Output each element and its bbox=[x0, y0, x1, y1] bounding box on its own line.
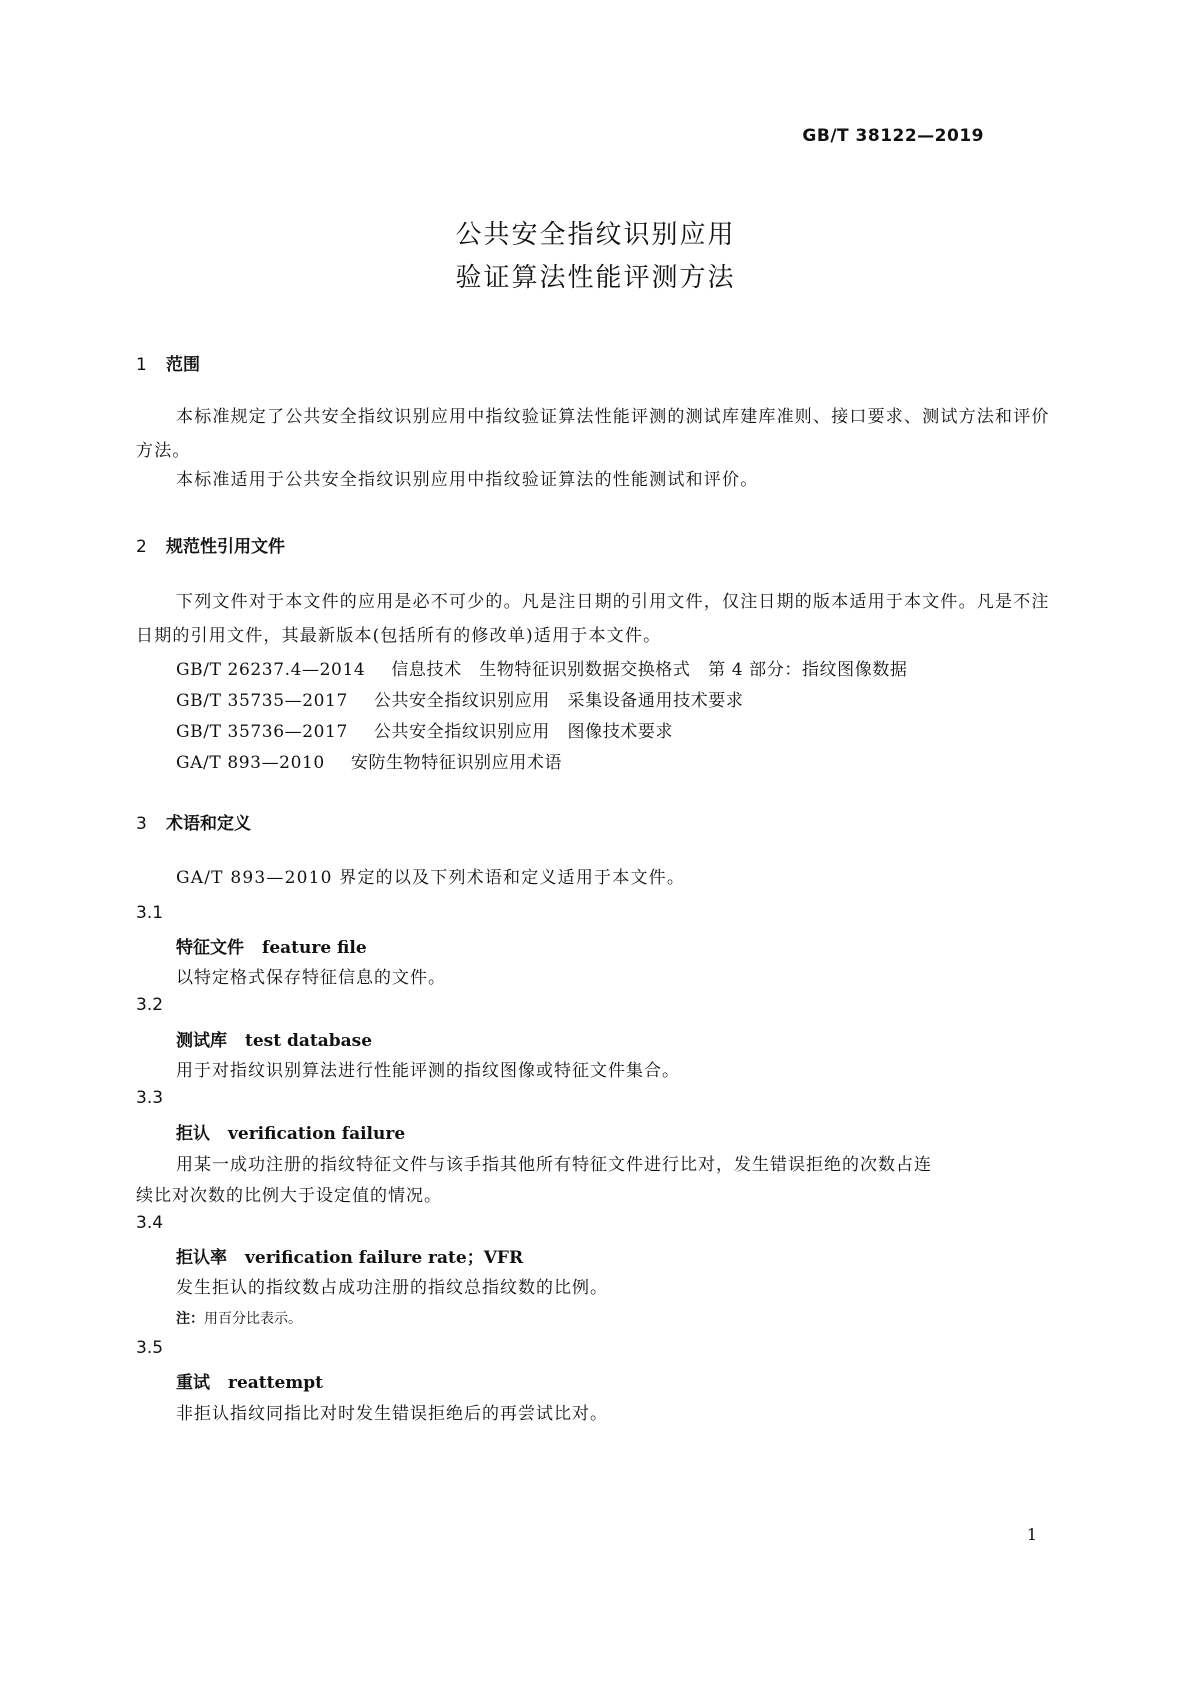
term-number: 3.2 bbox=[136, 995, 164, 1015]
term-en: verification failure bbox=[228, 1124, 406, 1144]
term-definition: 非拒认指纹同指比对时发生错误拒绝后的再尝试比对。 bbox=[176, 1404, 608, 1424]
page-number: 1 bbox=[1026, 1525, 1037, 1544]
term-definition: 用于对指纹识别算法进行性能评测的指纹图像或特征文件集合。 bbox=[176, 1061, 680, 1081]
term-en: verification failure rate；VFR bbox=[245, 1248, 524, 1268]
section-title: 术语和定义 bbox=[166, 814, 251, 834]
term-heading bbox=[176, 1368, 323, 1393]
term-number: 3.3 bbox=[136, 1088, 164, 1108]
term-en: reattempt bbox=[228, 1373, 324, 1393]
term-en: test database bbox=[245, 1031, 373, 1051]
section-number: 2 bbox=[136, 537, 147, 557]
term-number: 3.5 bbox=[136, 1338, 164, 1358]
term-definition: 以特定格式保存特征信息的文件。 bbox=[176, 968, 446, 988]
reference-title: 公共安全指纹识别应用 图像技术要求 bbox=[373, 722, 674, 742]
reference-title: 信息技术 生物特征识别数据交换格式 第 4 部分：指纹图像数据 bbox=[391, 660, 908, 680]
section-1-paragraph-2: 本标准适用于公共安全指纹识别应用中指纹验证算法的性能测试和评价。 bbox=[176, 470, 759, 490]
section-1-paragraph-1: 本标准规定了公共安全指纹识别应用中指纹验证算法性能评测的测试库建库准则、接口要求、测试方法和评价方法。 bbox=[136, 407, 1050, 461]
section-1-heading bbox=[136, 350, 200, 375]
term-zh: 重试 bbox=[176, 1373, 210, 1393]
term-zh: 特征文件 bbox=[176, 938, 244, 958]
note-text: 用百分比表示。 bbox=[204, 1311, 302, 1327]
reference-code: GB/T 35736—2017 bbox=[176, 722, 348, 742]
standard-code: GB/T 38122—2019 bbox=[802, 126, 984, 146]
term-definition-line1: 用某一成功注册的指纹特征文件与该手指其他所有特征文件进行比对，发生错误拒绝的次数占连 bbox=[176, 1155, 932, 1175]
term-heading bbox=[176, 1026, 372, 1051]
section-number: 1 bbox=[136, 355, 147, 375]
reference-title: 安防生物特征识别应用术语 bbox=[350, 753, 563, 773]
note-label: 注： bbox=[176, 1311, 204, 1327]
reference-item bbox=[176, 717, 673, 742]
section-number: 3 bbox=[136, 814, 147, 834]
reference-item bbox=[176, 748, 562, 773]
term-heading bbox=[176, 1119, 405, 1144]
document-title-line1: 公共安全指纹识别应用 bbox=[455, 220, 736, 250]
document-title-line2: 验证算法性能评测方法 bbox=[455, 263, 736, 293]
section-2-paragraph-1: 下列文件对于本文件的应用是必不可少的。凡是注日期的引用文件，仅注日期的版本适用于本文件。凡是不注日期的引用文件，其最新版本(包括所有的修改单)适用于本文件。 bbox=[136, 592, 1050, 646]
term-heading bbox=[176, 933, 367, 958]
reference-item bbox=[176, 655, 908, 680]
term-number: 3.1 bbox=[136, 903, 164, 923]
term-note bbox=[176, 1308, 302, 1328]
term-zh: 测试库 bbox=[176, 1031, 227, 1051]
section-title: 规范性引用文件 bbox=[166, 537, 285, 557]
reference-code: GB/T 26237.4—2014 bbox=[176, 660, 366, 680]
reference-code: GA/T 893—2010 bbox=[176, 753, 325, 773]
term-en: feature file bbox=[262, 938, 367, 958]
term-number: 3.4 bbox=[136, 1213, 164, 1233]
reference-item bbox=[176, 686, 744, 711]
reference-code: GB/T 35735—2017 bbox=[176, 691, 348, 711]
term-definition: 发生拒认的指纹数占成功注册的指纹总指纹数的比例。 bbox=[176, 1278, 608, 1298]
term-heading bbox=[176, 1243, 523, 1268]
term-zh: 拒认率 bbox=[176, 1248, 227, 1268]
section-2-heading bbox=[136, 532, 285, 557]
section-3-paragraph-1: GA/T 893—2010 界定的以及下列术语和定义适用于本文件。 bbox=[176, 868, 686, 888]
section-3-heading bbox=[136, 809, 251, 834]
term-zh: 拒认 bbox=[176, 1124, 210, 1144]
reference-title: 公共安全指纹识别应用 采集设备通用技术要求 bbox=[373, 691, 744, 711]
section-title: 范围 bbox=[166, 355, 200, 375]
term-definition-line2: 续比对次数的比例大于设定值的情况。 bbox=[136, 1186, 442, 1206]
